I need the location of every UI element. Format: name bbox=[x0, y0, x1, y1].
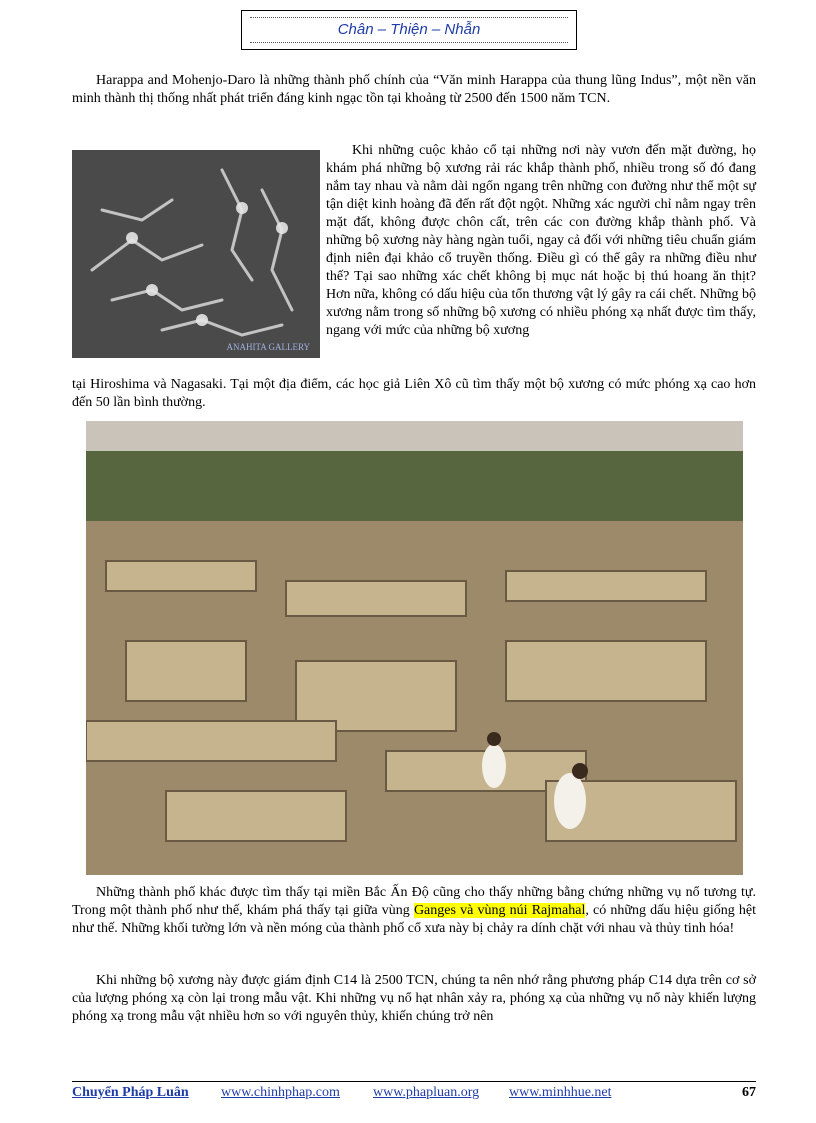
page-header bbox=[241, 10, 577, 50]
footer-link-minhhue[interactable]: www.minhhue.net bbox=[509, 1085, 612, 1100]
skeletons-photo bbox=[72, 150, 320, 358]
ruins-illustration bbox=[86, 421, 743, 875]
header-dotted-rule bbox=[250, 42, 568, 43]
footer-divider bbox=[72, 1081, 756, 1082]
page-number: 67 bbox=[742, 1085, 756, 1100]
skeletons-illustration bbox=[72, 150, 320, 358]
footer-link-chinhphap[interactable]: www.chinhphap.com bbox=[221, 1085, 340, 1100]
photo-watermark: ANAHITA GALLERY bbox=[226, 342, 310, 352]
footer-brand-link[interactable]: Chuyển Pháp Luân bbox=[72, 1085, 189, 1100]
paragraph-discovery: Khi những cuộc khảo cổ tại những nơi này vươn đến mặt đường, họ khám phá những bộ xương rải rác khắp thành phố, nhiều trong số đó đang nắm tay nhau và nằm dài ngổn ngang trên những con đường như thể một sự tận diệt kinh hoàng đã đến rất đột ngột. Những xác người chỉ nằm ngay trên mặt đất, không được chôn cất, trên các con đường khắp thành phố. Và những bộ xương này hàng ngàn tuổi, ngay cả đối với những tiêu chuẩn giám định niên đại khảo cổ truyền thống. Điều gì có thể gây ra những điều như thế? Tại sao những xác chết không bị mục nát hoặc bị thú hoang ăn thịt? Hơn nữa, không có dấu hiệu của tổn thương vật lý gây ra cái chết. Những bộ xương nằm trong số những bộ xương có nhiều phóng xạ nhất được tìm thấy, ngang với mức của những bộ xương bbox=[326, 143, 756, 338]
page-header-title: Chân – Thiện – Nhẫn bbox=[337, 21, 481, 38]
footer-link-phapluan[interactable]: www.phapluan.org bbox=[373, 1085, 480, 1100]
text-after-highlight: , có những dấu hiệu giống hệt như thế. Những khối tường lớn và nền móng của thành phố cổ xưa này bị chảy ra dính chặt với nhau và thủy tinh hóa! bbox=[72, 903, 756, 936]
paragraph-c14-dating: Khi những bộ xương này được giám định C14 là 2500 TCN, chúng ta nên nhớ rằng phương pháp C14 dựa trên cơ sở của lượng phóng xạ còn lại trong mẫu vật. Khi những vụ nổ hạt nhân xảy ra, phóng xạ của những vụ nổ này khiến lượng phóng xạ trong mẫu vật nhiều hơn so với nguyên thủy, khiến chúng trở nên bbox=[72, 973, 756, 1024]
header-dotted-rule bbox=[250, 17, 568, 18]
text-before-highlight: Những thành phố khác được tìm thấy tại miền Bắc Ấn Độ cũng cho thấy những bằng chứng những vụ nổ tương tự. Trong một thành phố như thế, khám phá thấy tại giữa vùng bbox=[72, 885, 756, 918]
paragraph-discovery-continued: tại Hiroshima và Nagasaki. Tại một địa điểm, các học giả Liên Xô cũ tìm thấy một bộ xương có mức phóng xạ cao hơn đến 50 lần bình thường. bbox=[72, 377, 756, 410]
ruins-photo bbox=[86, 421, 743, 875]
highlighted-location: Ganges và vùng núi Rajmahal bbox=[413, 903, 586, 918]
paragraph-intro: Harappa and Mohenjo-Daro là những thành phố chính của “Văn minh Harappa của thung lũng Indus”, một nền văn minh thành thị thống nhất phát triển đáng kinh ngạc tồn tại khoảng từ 2500 đến 1500 năm TCN. bbox=[72, 73, 756, 106]
paragraph-other-cities bbox=[72, 884, 756, 938]
page-footer bbox=[72, 1085, 756, 1105]
